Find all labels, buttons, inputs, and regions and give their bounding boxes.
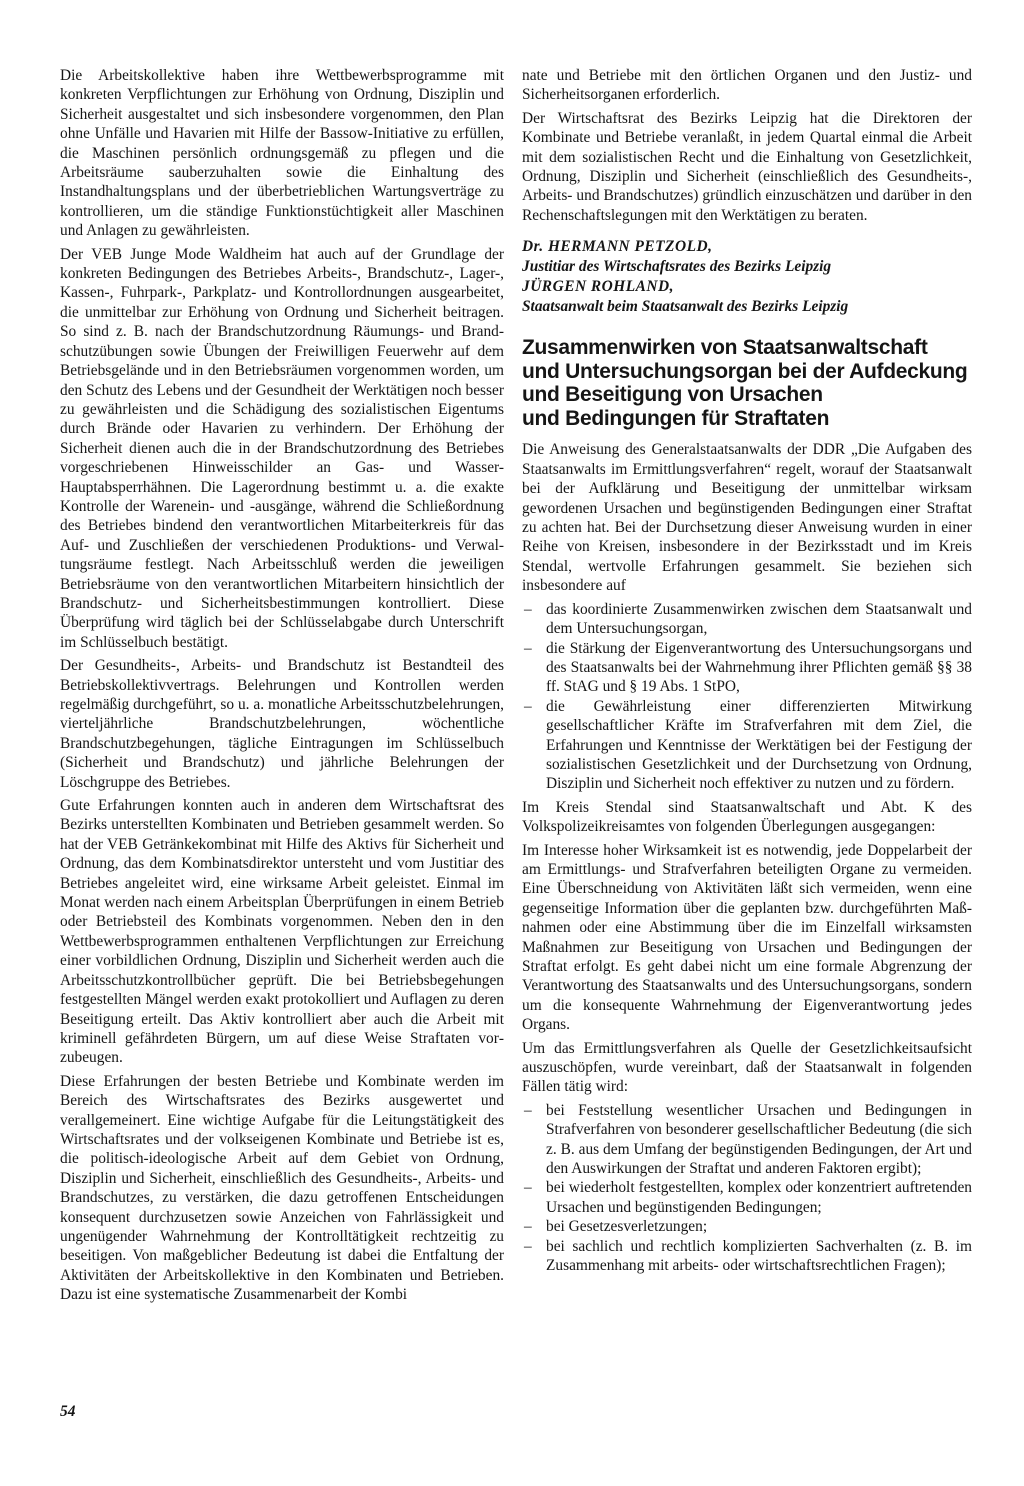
author-role: Justitiar des Wirtschaftsrates des Bezirks Leipzig [522,258,832,276]
paragraph: Gute Erfahrungen konnten auch in anderen dem Wirtschaftsrat des Bezirks unterstellten Kombinaten und Betrieben gesammelt werden. So hat der VEB Getränkekombinat mit Hilfe des Aktivs für Sicherheit und Ordnung, das dem Kombinatsdirektor untersteht und vom Justitiar des Betriebes angeleitet wird, eine wirksame Arbeit geleistet. Einmal im Monat werden nach einem Arbeitsplan Überprüfungen in einem Betrieb oder Betriebsteil des Kombinats vorgenommen. Neben den in den Wettbewerbsprogrammen enthaltenen Verpflichtungen zur Erreichung einer vorbildlichen Ordnung, Disziplin und Sicherheit werden auch die Arbeitsschutzkontrollbücher geprüft. Die bei Betriebsbegehungen festgestellten Mängel werden exakt protokolliert und Auflagen zu deren Beseitigung erteilt. Das Aktiv kontrolliert aber auch die Arbeit mit kriminell gefährdeten Bürgern, um auf diese Weise Straftaten vorzubeugen. [60,797,504,1067]
paragraph: Diese Erfahrungen der besten Betriebe und Kombinate werden im Bereich des Wirtschaftsrates des Bezirks ausgewertet und verallgemeinert. Eine wichtige Aufgabe für die Leitungstätigkeit des Wirtschaftsrates und der volkseigenen Kombinate und Betriebe ist es, die politisch-ideologische Arbeit auf dem Gebiet von Ordnung, Disziplin und Sicherheit, einschließlich des Gesundheits-, Arbeits- und Brandschutzes, zu verstärken, die dazu getroffenen Entscheidungen konsequent durchzusetzen sowie Anzeichen von Fahrlässigkeit und ungenügender Wahrnehmung der Kontrolltätigkeit rechtzeitig zu beseitigen. Von maßgeblicher Bedeutung ist dabei die Entfaltung der Aktivitäten der Arbeitskollektive in den Kombinaten und Betrieben. Dazu ist eine systematische Zusammenarbeit der Kombi [60,1072,504,1304]
list-item: – bei sachlich und rechtlich komplizierten Sachverhalten (z. B. im Zusammenhang mit arbeits- oder wirtschaftsrechtlichen Fragen); [522,1237,972,1276]
paragraph: Der Wirtschaftsrat des Bezirks Leipzig hat die Direktoren der Kombinate und Betriebe veranlaßt, in jedem Quartal einmal die Arbeit mit dem sozialistischen Recht und die Einhaltung von Gesetzlichkeit, Ordnung, Disziplin und Sicherheit (einschließlich des Gesundheits-, Arbeits- und Brandschutzes) gründlich einzuschätzen und darüber in den Rechenschaftslegungen mit den Werktätigen zu beraten. [522,109,972,224]
paragraph: Die Anweisung des Generalstaatsanwalts der DDR „Die Aufgaben des Staatsanwalts im Ermittlungsverfahren“ regelt, worauf der Staatsanwalt bei der Aufklärung und Beseitigung der unmittelbar wirksam gewordenen Ursachen und begünstigenden Bedingungen einer Straftat zu achten hat. Bei der Durchsetzung dieser Anweisung wurden in einer Reihe von Kreisen, insbesondere in der Bezirksstadt und im Kreis Stendal, wertvolle Erfahrungen gesammelt. Sie beziehen sich insbesondere auf [522,441,972,595]
page-number: 54 [60,1403,76,1420]
list-item: – die Stärkung der Eigenverantwortung des Untersuchungsorgans und des Staatsanwalts bei der Wahrnehmung ihrer Pflichten gemäß §§ 38 ff. StAG und § 19 Abs. 1 StPO, [522,639,972,697]
left-column [60,66,504,1309]
dash-list [522,600,972,794]
heading-line: und Bedingungen für Straftaten [522,406,830,430]
author-name: JÜRGEN ROHLAND, [522,277,675,295]
list-item: – das koordinierte Zusammenwirken zwischen dem Staatsanwalt und dem Untersuchungsorgan, [522,600,972,639]
paragraph: Der VEB Junge Mode Waldheim hat auch auf der Grundlage der konkreten Bedingungen des Betriebes Arbeits-, Brandschutz-, Lager-, Kassen-, Fuhrpark-, Parkplatz- und Kontrollordnungen ausgearbeitet, die unmittelbar zur Erhöhung von Ordnung und Sicherheit beitragen. So sind z. B. nach der Brandschutzordnung Räumungs- und Brandschutzübungen sowie Übungen der Freiwilligen Feuerwehr auf dem Betriebsgelände und in den Betriebsräumen vorgenommen worden, um den Schutz des Lebens und der Gesundheit der Werktätigen noch besser zu gewährleisten und die Schädigung des sozialistischen Eigentums durch Brände oder Havarien zu verhindern. Der Erhöhung der Sicherheit dienen auch die in der Brandschutzordnung des Betriebes vorgeschriebenen Hinweisschilder an Gas- und Wasser-Hauptabsperrhähnen. Die Lagerordnung bestimmt u. a. die exakte Kontrolle der Warenein- und -ausgänge, während die Schließordnung des Betriebes bindend den verantwortlichen Mitarbeiterkreis für das Auf- und Zuschließen der verschiedenen Produktions- und Verwaltungsräume festlegt. Nach Arbeitsschluß werden die jeweiligen Betriebsräume von den verantwortlichen Mitarbeitern hinsichtlich der Brandschutz- und Sicherheitsbestimmungen kontrolliert. Diese Überprüfung wird täglich bei der Schlüsselabgabe durch Unterschrift im Schlüsselbuch bestätigt. [60,245,504,651]
dash-list [522,1101,972,1276]
paragraph: Der Gesundheits-, Arbeits- und Brandschutz ist Bestandteil des Betriebskollektivvertrags. Belehrungen und Kontrollen werden regelmäßig durchgeführt, so u. a. monatliche Arbeitsschutzbelehrungen, vierteljährliche Brandschutzbelehrungen, wöchentliche Brandschutzbegehungen, tägliche Eintragungen im Schlüsselbuch (Sicherheit und Brandschutz) und jährliche Belehrungen der Löschgruppe des Betriebes. [60,657,504,791]
heading-line: und Untersuchungsorgan bei der Aufdeckung [522,359,968,383]
author-name: Dr. HERMANN PETZOLD, [522,238,713,256]
paragraph: Um das Ermittlungsverfahren als Quelle der Gesetzlichkeitsaufsicht auszuschöpfen, wurde vereinbart, daß der Staatsanwalt in folgenden Fällen tätig wird: [522,1039,972,1096]
list-item: – die Gewährleistung einer differenzierten Mitwirkung gesellschaftlicher Kräfte im Strafverfahren mit dem Ziel, die Erfahrungen und Kenntnisse der Werktätigen bei der Festigung der sozialistischen Gesetzlichkeit und der Durchsetzung von Ordnung, Disziplin und Sicherheit noch effektiver zu nutzen und zu fördern. [522,697,972,794]
list-item: – bei Gesetzesverletzungen; [522,1217,972,1236]
list-item: – bei wiederholt festgestellten, komplex oder konzentriert auftretenden Ursachen und begünstigenden Bedingungen; [522,1178,972,1217]
paragraph: Die Arbeitskollektive haben ihre Wettbewerbsprogramme mit konkreten Verpflichtungen zur Erhöhung von Ordnung, Disziplin und Sicherheit ausgestaltet und sich insbesondere vorgenommen, den Plan ohne Unfälle und Havarien mit Hilfe der Bassow-Initiative zu erfüllen, die Maschinen persönlich ordnungsgemäß zu pflegen und die Arbeitsräume sauberzuhalten sowie die Einhaltung des Instandhaltungsplans und der überbetrieblichen Wartungsverträge zu kontrollieren, um die ständige Funktionstüchtigkeit aller Maschinen und Anlagen zu gewährleisten. [60,67,504,240]
right-column [522,66,972,1280]
article-heading [522,336,972,430]
paragraph: Im Kreis Stendal sind Staatsanwaltschaft und Abt. K des Volkspolizeikreisamtes von folgenden Überlegungen ausgegangen: [522,798,972,836]
author-role: Staatsanwalt beim Staatsanwalt des Bezirks Leipzig [522,297,849,315]
heading-line: und Beseitigung von Ursachen [522,383,823,407]
heading-line: Zusammenwirken von Staatsanwaltschaft [522,336,928,360]
author-signature [522,237,972,316]
paragraph-continuation: nate und Betriebe mit den örtlichen Organen und den Justiz- und Sicherheitsorganen erforderlich. [522,67,972,104]
list-item: – bei Feststellung wesentlicher Ursachen und Bedingungen in Strafverfahren von besonderer gesellschaftlicher Bedeutung (die sich z. B. aus dem Umfang der begünstigenden Bedingungen, der Art und den Auswirkungen der Straftat und anderen Faktoren ergibt); [522,1101,972,1179]
paragraph: Im Interesse hoher Wirksamkeit ist es notwendig, jede Doppelarbeit der am Ermittlungs- und Strafverfahren beteiligten Organe zu vermeiden. Eine Überschneidung von Aktivitäten läßt sich vermeiden, wenn eine gegenseitige Information über die geplanten bzw. durchgeführten Maßnahmen oder eine Abstimmung über die im Einzelfall wirksamsten Maßnahmen zur Beseitigung von Ursachen und Bedingungen der Straftat erfolgt. Es geht dabei nicht um eine formale Abgrenzung der Verantwortung des Staatsanwalts und des Untersuchungsorgans, sondern um die konsequente Wahrnehmung der Eigenverantwortung jedes Organs. [522,841,972,1034]
